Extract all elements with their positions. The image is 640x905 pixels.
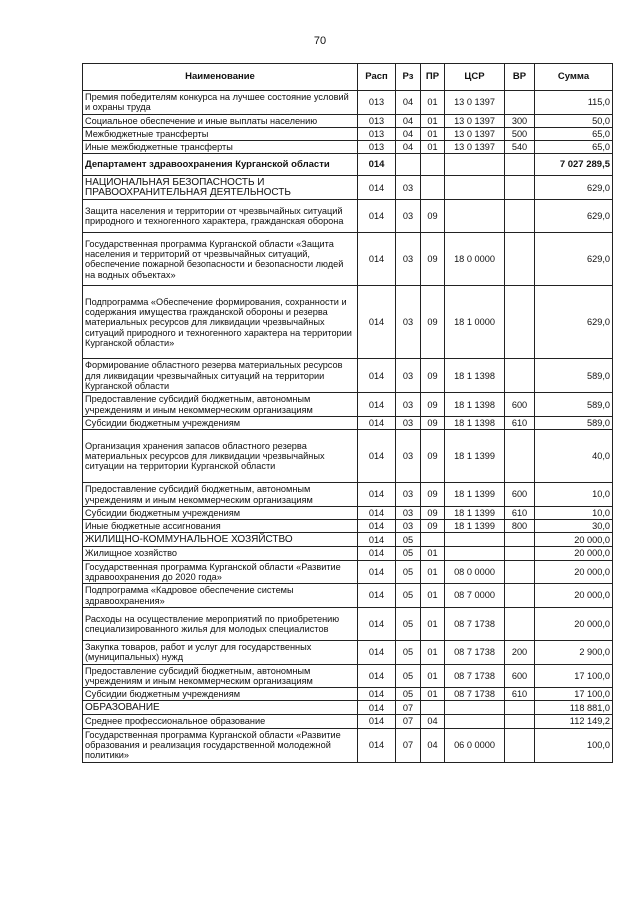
cell-rz: 03: [396, 483, 421, 507]
cell-csr: [445, 200, 505, 233]
cell-name: Подпрограмма «Обеспечение формирования, сохранности и содержания имущества гражданской обороны и резерва материальных ресурсов для ликвидации чрезвычайных ситуаций природного и техногенного характера на территории Курганской области»: [83, 286, 358, 359]
cell-name: Субсидии бюджетным учреждениям: [83, 416, 358, 429]
table-row: [83, 176, 613, 200]
cell-csr: 08 0 0000: [445, 560, 505, 584]
cell-sum: 589,0: [535, 416, 613, 429]
cell-sum: 65,0: [535, 141, 613, 154]
cell-rz: 07: [396, 728, 421, 762]
table-row: [83, 520, 613, 533]
cell-rz: 03: [396, 430, 421, 483]
table-row: [83, 715, 613, 728]
cell-vr: [505, 607, 535, 640]
cell-rz: 05: [396, 547, 421, 560]
cell-pr: 04: [421, 728, 445, 762]
cell-sum: 589,0: [535, 393, 613, 417]
cell-csr: 18 1 1398: [445, 393, 505, 417]
cell-vr: [505, 560, 535, 584]
cell-vr: [505, 91, 535, 115]
cell-name: Межбюджетные трансферты: [83, 127, 358, 140]
cell-name: Иные межбюджетные трансферты: [83, 141, 358, 154]
cell-rz: 05: [396, 560, 421, 584]
cell-name: ЖИЛИЩНО-КОММУНАЛЬНОЕ ХОЗЯЙСТВО: [83, 533, 358, 547]
cell-csr: 18 1 1399: [445, 483, 505, 507]
header-rasp: Расп: [358, 64, 396, 91]
cell-rz: 05: [396, 607, 421, 640]
cell-rasp: 014: [358, 701, 396, 715]
cell-rasp: 014: [358, 520, 396, 533]
cell-name: Среднее профессиональное образование: [83, 715, 358, 728]
cell-pr: [421, 154, 445, 176]
cell-csr: 13 0 1397: [445, 114, 505, 127]
cell-sum: 100,0: [535, 728, 613, 762]
cell-pr: 01: [421, 560, 445, 584]
cell-sum: 115,0: [535, 91, 613, 115]
cell-rz: 05: [396, 640, 421, 664]
header-pr: ПР: [421, 64, 445, 91]
table-row: [83, 688, 613, 701]
cell-rz: 04: [396, 91, 421, 115]
cell-csr: [445, 701, 505, 715]
cell-csr: 06 0 0000: [445, 728, 505, 762]
cell-rz: 05: [396, 664, 421, 688]
cell-pr: 01: [421, 664, 445, 688]
cell-sum: 65,0: [535, 127, 613, 140]
cell-sum: 629,0: [535, 200, 613, 233]
table-header-row: [83, 64, 613, 91]
cell-pr: 09: [421, 483, 445, 507]
cell-vr: [505, 547, 535, 560]
cell-vr: 600: [505, 664, 535, 688]
cell-vr: [505, 200, 535, 233]
table-row: [83, 233, 613, 286]
cell-rz: 03: [396, 520, 421, 533]
cell-sum: 629,0: [535, 286, 613, 359]
cell-csr: 08 7 1738: [445, 640, 505, 664]
cell-rasp: 014: [358, 688, 396, 701]
cell-csr: [445, 154, 505, 176]
cell-name: Субсидии бюджетным учреждениям: [83, 506, 358, 519]
cell-pr: 09: [421, 520, 445, 533]
cell-csr: [445, 533, 505, 547]
cell-rz: 04: [396, 114, 421, 127]
cell-name: Предоставление субсидий бюджетным, автономным учреждениям и иным некоммерческим организациям: [83, 664, 358, 688]
cell-rz: 05: [396, 533, 421, 547]
cell-sum: 112 149,2: [535, 715, 613, 728]
table-row: [83, 701, 613, 715]
cell-csr: 18 1 1398: [445, 416, 505, 429]
cell-rz: 03: [396, 286, 421, 359]
cell-rz: 03: [396, 393, 421, 417]
cell-name: Департамент здравоохранения Курганской области: [83, 154, 358, 176]
cell-vr: 610: [505, 506, 535, 519]
cell-rasp: 014: [358, 176, 396, 200]
cell-pr: 01: [421, 688, 445, 701]
cell-pr: 01: [421, 114, 445, 127]
cell-pr: 09: [421, 233, 445, 286]
table-row: [83, 483, 613, 507]
cell-rasp: 014: [358, 200, 396, 233]
cell-pr: [421, 533, 445, 547]
cell-name: Расходы на осуществление мероприятий по приобретению специализированного жилья для молодых специалистов: [83, 607, 358, 640]
cell-name: Жилищное хозяйство: [83, 547, 358, 560]
cell-rz: 07: [396, 701, 421, 715]
cell-vr: [505, 176, 535, 200]
cell-pr: 09: [421, 286, 445, 359]
cell-rasp: 014: [358, 715, 396, 728]
cell-pr: 01: [421, 141, 445, 154]
cell-rasp: 014: [358, 607, 396, 640]
cell-rasp: 014: [358, 483, 396, 507]
cell-rasp: 014: [358, 506, 396, 519]
cell-name: Подпрограмма «Кадровое обеспечение системы здравоохранения»: [83, 584, 358, 608]
cell-rasp: 014: [358, 430, 396, 483]
cell-vr: [505, 715, 535, 728]
table-row: [83, 141, 613, 154]
header-csr: ЦСР: [445, 64, 505, 91]
cell-rz: 05: [396, 584, 421, 608]
cell-rasp: 014: [358, 547, 396, 560]
cell-csr: [445, 715, 505, 728]
cell-vr: 610: [505, 688, 535, 701]
cell-name: Формирование областного резерва материальных ресурсов для ликвидации чрезвычайных ситуаций на территории Курганской области: [83, 359, 358, 393]
cell-pr: [421, 176, 445, 200]
table-row: [83, 286, 613, 359]
cell-vr: 200: [505, 640, 535, 664]
header-sum: Сумма: [535, 64, 613, 91]
table-row: [83, 114, 613, 127]
table-row: [83, 728, 613, 762]
cell-sum: 20 000,0: [535, 607, 613, 640]
cell-rasp: 014: [358, 416, 396, 429]
cell-rasp: 014: [358, 728, 396, 762]
table-row: [83, 359, 613, 393]
cell-sum: 50,0: [535, 114, 613, 127]
cell-csr: 08 7 1738: [445, 607, 505, 640]
table-row: [83, 664, 613, 688]
cell-sum: 20 000,0: [535, 547, 613, 560]
cell-csr: 18 1 1399: [445, 520, 505, 533]
cell-name: Субсидии бюджетным учреждениям: [83, 688, 358, 701]
cell-sum: 629,0: [535, 176, 613, 200]
table-row: [83, 127, 613, 140]
cell-csr: 18 0 0000: [445, 233, 505, 286]
cell-rasp: 014: [358, 640, 396, 664]
table-row: [83, 640, 613, 664]
cell-pr: 01: [421, 584, 445, 608]
cell-pr: 01: [421, 640, 445, 664]
cell-pr: 04: [421, 715, 445, 728]
cell-sum: 2 900,0: [535, 640, 613, 664]
cell-pr: 01: [421, 91, 445, 115]
cell-rz: 03: [396, 416, 421, 429]
cell-pr: 01: [421, 607, 445, 640]
cell-rasp: 014: [358, 286, 396, 359]
cell-vr: [505, 359, 535, 393]
cell-rz: 03: [396, 233, 421, 286]
cell-pr: 09: [421, 416, 445, 429]
cell-rz: 03: [396, 506, 421, 519]
cell-sum: 629,0: [535, 233, 613, 286]
cell-csr: 08 7 1738: [445, 688, 505, 701]
cell-pr: 09: [421, 506, 445, 519]
cell-pr: 09: [421, 393, 445, 417]
cell-rasp: 014: [358, 393, 396, 417]
header-name: Наименование: [83, 64, 358, 91]
cell-pr: 01: [421, 127, 445, 140]
table-row: [83, 91, 613, 115]
cell-rasp: 013: [358, 127, 396, 140]
cell-rasp: 014: [358, 533, 396, 547]
cell-pr: 09: [421, 200, 445, 233]
header-rz: Рз: [396, 64, 421, 91]
cell-name: ОБРАЗОВАНИЕ: [83, 701, 358, 715]
cell-sum: 10,0: [535, 506, 613, 519]
cell-vr: 610: [505, 416, 535, 429]
cell-name: Государственная программа Курганской области «Развитие образования и реализация государственной молодежной политики»: [83, 728, 358, 762]
cell-pr: 09: [421, 430, 445, 483]
cell-csr: 18 1 1399: [445, 430, 505, 483]
cell-rasp: 014: [358, 154, 396, 176]
cell-name: Социальное обеспечение и иные выплаты населению: [83, 114, 358, 127]
table-row: [83, 533, 613, 547]
cell-sum: 20 000,0: [535, 560, 613, 584]
cell-rasp: 013: [358, 141, 396, 154]
cell-csr: [445, 176, 505, 200]
cell-sum: 118 881,0: [535, 701, 613, 715]
table-row: [83, 154, 613, 176]
cell-sum: 30,0: [535, 520, 613, 533]
budget-table: [82, 63, 613, 763]
cell-csr: 08 7 1738: [445, 664, 505, 688]
cell-rasp: 014: [358, 664, 396, 688]
cell-rasp: 013: [358, 91, 396, 115]
cell-pr: 09: [421, 359, 445, 393]
cell-name: Закупка товаров, работ и услуг для государственных (муниципальных) нужд: [83, 640, 358, 664]
cell-rasp: 014: [358, 584, 396, 608]
cell-name: НАЦИОНАЛЬНАЯ БЕЗОПАСНОСТЬ И ПРАВООХРАНИТЕЛЬНАЯ ДЕЯТЕЛЬНОСТЬ: [83, 176, 358, 200]
cell-vr: [505, 728, 535, 762]
cell-name: Государственная программа Курганской области «Развитие здравоохранения до 2020 года»: [83, 560, 358, 584]
cell-rasp: 014: [358, 233, 396, 286]
cell-vr: [505, 286, 535, 359]
cell-vr: 800: [505, 520, 535, 533]
table-row: [83, 416, 613, 429]
cell-name: Организация хранения запасов областного резерва материальных ресурсов для ликвидации чрезвычайных ситуации на территории Курганской области: [83, 430, 358, 483]
cell-sum: 17 100,0: [535, 688, 613, 701]
cell-pr: [421, 701, 445, 715]
cell-sum: 40,0: [535, 430, 613, 483]
cell-csr: [445, 547, 505, 560]
table-row: [83, 547, 613, 560]
cell-rz: 04: [396, 141, 421, 154]
cell-rz: 03: [396, 359, 421, 393]
table-row: [83, 584, 613, 608]
cell-name: Премия победителям конкурса на лучшее состояние условий и охраны труда: [83, 91, 358, 115]
cell-name: Защита населения и территории от чрезвычайных ситуаций природного и техногенного характера, гражданская оборона: [83, 200, 358, 233]
cell-csr: 18 1 1399: [445, 506, 505, 519]
cell-rz: 03: [396, 176, 421, 200]
cell-sum: 10,0: [535, 483, 613, 507]
cell-vr: 500: [505, 127, 535, 140]
cell-name: Государственная программа Курганской области «Защита населения и территорий от чрезвычайных ситуаций, обеспечение пожарной безопасности и безопасности людей на водных объектах»: [83, 233, 358, 286]
cell-vr: [505, 701, 535, 715]
cell-name: Предоставление субсидий бюджетным, автономным учреждениям и иным некоммерческим организациям: [83, 393, 358, 417]
cell-csr: 08 7 0000: [445, 584, 505, 608]
cell-sum: 17 100,0: [535, 664, 613, 688]
page-number: 70: [313, 35, 327, 47]
cell-vr: [505, 154, 535, 176]
header-vr: ВР: [505, 64, 535, 91]
table-row: [83, 200, 613, 233]
table-row: [83, 430, 613, 483]
cell-vr: 540: [505, 141, 535, 154]
cell-csr: 13 0 1397: [445, 127, 505, 140]
cell-vr: 600: [505, 483, 535, 507]
cell-csr: 13 0 1397: [445, 141, 505, 154]
cell-sum: 589,0: [535, 359, 613, 393]
cell-vr: [505, 533, 535, 547]
cell-rz: [396, 154, 421, 176]
cell-rasp: 013: [358, 114, 396, 127]
table-row: [83, 560, 613, 584]
cell-rasp: 014: [358, 560, 396, 584]
cell-csr: 13 0 1397: [445, 91, 505, 115]
cell-pr: 01: [421, 547, 445, 560]
table-row: [83, 607, 613, 640]
cell-csr: 18 1 0000: [445, 286, 505, 359]
cell-rz: 05: [396, 688, 421, 701]
cell-rz: 04: [396, 127, 421, 140]
cell-vr: [505, 584, 535, 608]
cell-vr: [505, 430, 535, 483]
table-row: [83, 393, 613, 417]
cell-name: Предоставление субсидий бюджетным, автономным учреждениям и иным некоммерческим организациям: [83, 483, 358, 507]
cell-vr: [505, 233, 535, 286]
cell-name: Иные бюджетные ассигнования: [83, 520, 358, 533]
cell-rasp: 014: [358, 359, 396, 393]
cell-rz: 07: [396, 715, 421, 728]
cell-vr: 300: [505, 114, 535, 127]
cell-csr: 18 1 1398: [445, 359, 505, 393]
cell-sum: 20 000,0: [535, 584, 613, 608]
cell-vr: 600: [505, 393, 535, 417]
cell-sum: 20 000,0: [535, 533, 613, 547]
cell-rz: 03: [396, 200, 421, 233]
cell-sum: 7 027 289,5: [535, 154, 613, 176]
table-row: [83, 506, 613, 519]
